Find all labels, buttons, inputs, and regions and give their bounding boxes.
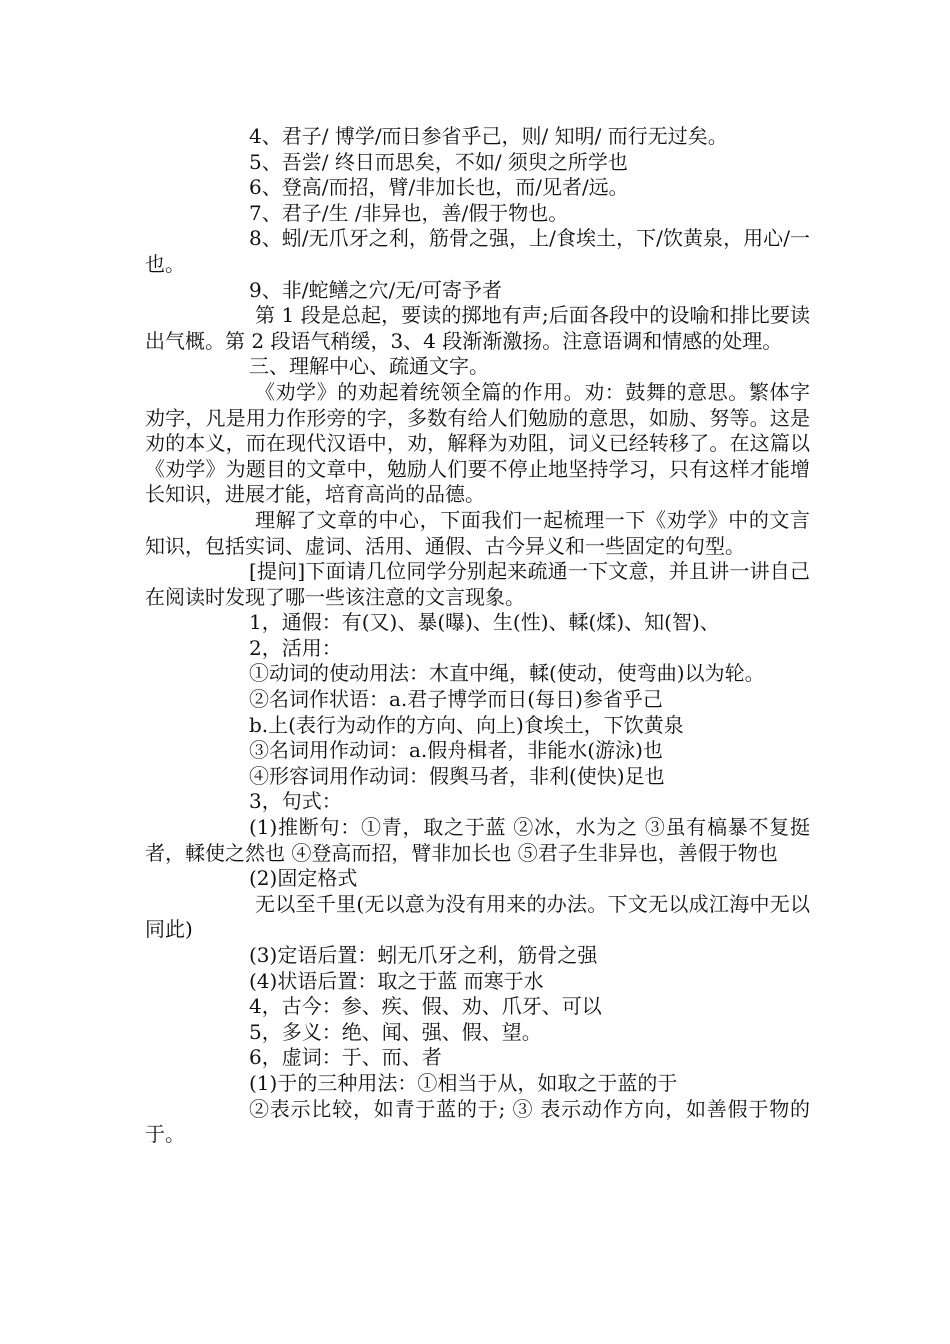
text-line: 3，句式： <box>249 789 342 814</box>
text-line: (4)状语后置：取之于蓝 而寒于水 <box>249 968 544 993</box>
text-line: ①动词的使动用法：木直中绳，輮(使动，使弯曲)以为轮。 <box>249 661 765 686</box>
paragraph: 理解了文章的中心，下面我们一起梳理一下《劝学》中的文言知识，包括实词、虚词、活用、通假、古今异义和一些固定的句型。 <box>145 507 810 558</box>
text-line: 4、君子/ 博学/而日参省乎己，则/ 知明/ 而行无过矣。 <box>249 124 728 148</box>
text-line: 4，古今：参、疾、假、劝、爪牙、可以 <box>249 994 602 1019</box>
text-line: 2，活用： <box>249 635 342 660</box>
paragraph: (1)推断句：①青，取之于蓝 ②冰，水为之 ③虽有槁暴不复挺者，輮使之然也 ④登高而招，臂非加长也 ⑤君子生非异也，善假于物也 <box>145 815 810 865</box>
text-line: ②名词作状语：a.君子博学而日(每日)参省乎己 <box>249 687 663 712</box>
text-line: 7、君子/生 /非异也，善/假于物也。 <box>249 200 569 225</box>
document-body <box>145 124 810 1148</box>
text-line: (1)于的三种用法：①相当于从，如取之于蓝的于 <box>249 1070 678 1095</box>
text-line: 9、非/蛇鳝之穴/无/可寄予者 <box>249 277 502 302</box>
paragraph: 第 1 段是总起，要读的掷地有声;后面各段中的设喻和排比要读出气概。第 2 段语气稍缓，3、4 段渐渐激扬。注意语调和情感的处理。 <box>145 303 810 353</box>
text-line: b.上(表行为动作的方向、向上)食埃土，下饮黄泉 <box>249 712 684 737</box>
paragraph: 《劝学》的劝起着统领全篇的作用。劝：鼓舞的意思。繁体字劝字，凡是用力作形旁的字，多数有给人们勉励的意思，如励、努等。这是劝的本义，而在现代汉语中，劝，解释为劝阻，词义已经转移了。在这篇以《劝学》为题目的文章中，勉励人们要不停止地坚持学习，只有这样才能增长知识，进展才能，培育高尚的品德。 <box>145 379 810 507</box>
paragraph: [提问]下面请几位同学分别起来疏通一下文意，并且讲一讲自己在阅读时发现了哪一些该注意的文言现象。 <box>145 559 810 609</box>
text-line: 6，虚词：于、而、者 <box>249 1045 442 1070</box>
text-line: 5，多义：绝、闻、强、假、望。 <box>249 1019 542 1044</box>
text-line: ③名词用作动词：a.假舟楫者，非能水(游泳)也 <box>249 738 663 763</box>
section-heading: 三、理解中心、疏通文字。 <box>249 354 489 379</box>
text-line: 1，通假：有(又)、暴(曝)、生(性)、輮(煣)、知(智)、 <box>249 610 720 635</box>
text-line: 8、蚓/无爪牙之利，筋骨之强，上/食埃土，下/饮黄泉，用心/一也。 <box>145 226 810 276</box>
text-line: (3)定语后置：蚓无爪牙之利，筋骨之强 <box>249 943 598 967</box>
text-line: (2)固定格式 <box>249 866 358 891</box>
text-line: 6、登高/而招，臂/非加长也，而/见者/远。 <box>249 175 629 200</box>
text-line: 5、吾尝/ 终日而思矣，不如/ 须臾之所学也 <box>249 149 628 174</box>
paragraph: 无以至千里(无以意为没有用来的办法。下文无以成江海中无以同此) <box>145 891 810 942</box>
paragraph: ②表示比较，如青于蓝的于; ③ 表示动作方向，如善假于物的于。 <box>145 1096 810 1147</box>
text-line: ④形容词用作动词：假舆马者，非利(使快)足也 <box>249 763 665 788</box>
